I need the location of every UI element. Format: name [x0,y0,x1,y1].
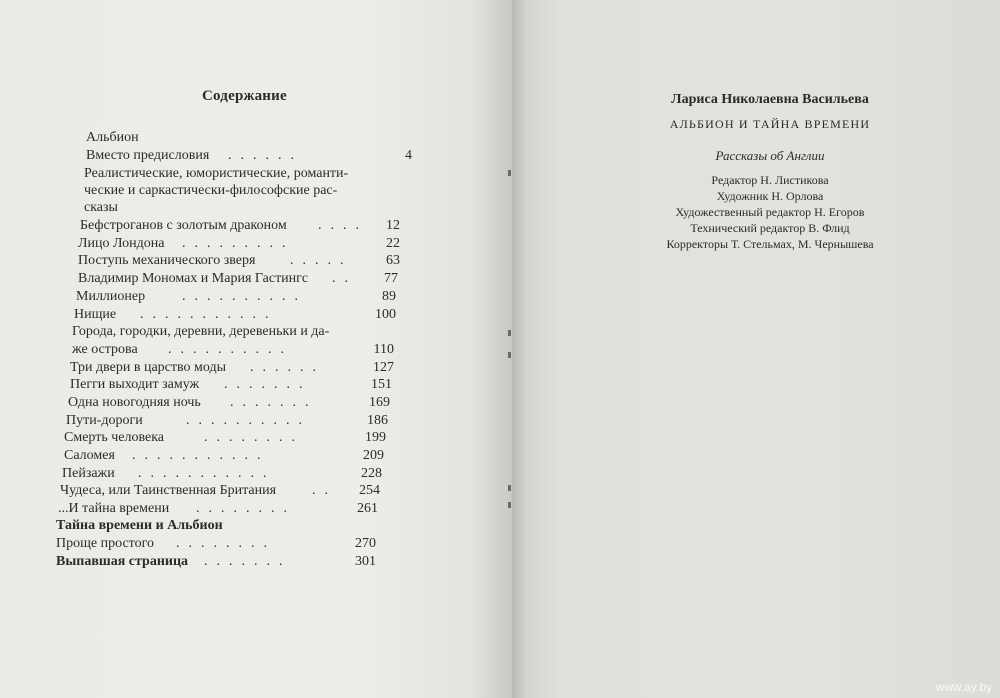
toc-page-number: 261 [357,501,378,516]
toc-leader-dots: .......... [182,289,307,304]
toc-entry-title: Смерть человека [64,430,165,445]
credit-art-editor: Художественный редактор Н. Егоров [675,205,865,219]
toc-page-number: 199 [365,430,386,445]
toc-entry-title: ческие и саркастически-философские рас- [84,183,338,198]
toc-entry-title: Нищие [74,307,117,322]
toc-entry-title: Миллионер [76,289,146,304]
site-watermark: www.ay.by [935,680,992,694]
toc-entry-title: Альбион [86,130,139,145]
toc-leader-dots: ...... [250,360,325,375]
toc-leader-dots: ....... [224,377,312,392]
toc-page-number: 169 [369,395,390,410]
book-title: АЛЬБИОН И ТАЙНА ВРЕМЕНИ [669,117,871,131]
toc-entry-title: Пейзажи [62,466,115,481]
book-subtitle: Рассказы об Англии [715,148,825,163]
toc-leader-dots: ....... [204,554,292,569]
toc-page-number: 89 [382,289,396,304]
toc-entry-title: ...И тайна времени [58,501,170,516]
toc-entry-title: Саломея [64,448,115,463]
toc-page-number: 77 [384,271,398,286]
toc-entry-title: Бефстроганов с золотым драконом [80,218,287,233]
toc-leader-dots: .. [312,483,337,498]
toc-leader-dots: .......... [186,413,311,428]
toc-page-number: 254 [359,483,380,498]
toc-entry-title: сказы [84,200,118,215]
toc-page-number: 22 [386,236,400,251]
toc-entry-title: Тайна времени и Альбион [56,518,223,533]
toc-page-number: 110 [373,342,394,357]
toc-entry-title: же острова [72,342,138,357]
credit-illustrator: Художник Н. Орлова [716,189,824,203]
toc-leader-dots: ......... [182,236,295,251]
toc-leader-dots: ........ [204,430,304,445]
credit-tech-editor: Технический редактор В. Флид [690,221,850,235]
toc-page-number: 301 [355,554,376,569]
author-name: Лариса Николаевна Васильева [671,92,869,107]
toc-page-number: 151 [371,377,392,392]
toc-leader-dots: .... [318,218,368,233]
toc-entry-title: Вместо предисловия [86,148,210,163]
toc-leader-dots: ....... [230,395,318,410]
toc-leader-dots: .......... [168,342,293,357]
toc-entry-title: Города, городки, деревни, деревеньки и да- [72,324,330,339]
toc-page-number: 270 [355,536,376,551]
toc-entry-title: Реалистические, юмористические, романти- [84,166,349,181]
toc-leader-dots: .. [332,271,357,286]
toc-leader-dots: ........ [196,501,296,516]
toc-leader-dots: ..... [290,253,353,268]
toc-entry-title: Чудеса, или Таинственная Британия [60,483,277,498]
toc-leader-dots: ........... [138,466,276,481]
toc-title: Содержание [202,88,287,104]
toc-leader-dots: ...... [228,148,303,163]
toc-entry-title: Проще простого [56,536,154,551]
credit-proofreaders: Корректоры Т. Стельмах, М. Чернышева [666,237,874,251]
toc-page-number: 186 [367,413,388,428]
toc-entry-title: Пегги выходит замуж [70,377,200,392]
toc-entry-title: Три двери в царство моды [70,360,227,375]
toc-entry-title: Одна новогодняя ночь [68,395,201,410]
toc-entry-title: Выпавшая страница [56,554,189,569]
toc-page-number: 209 [363,448,384,463]
toc-entry-title: Лицо Лондона [78,236,165,251]
toc-page-number: 63 [386,253,400,268]
credit-editor: Редактор Н. Листикова [711,173,829,187]
toc-leader-dots: ........... [140,307,278,322]
toc-page-number: 4 [405,148,412,163]
toc-entry-title: Владимир Мономах и Мария Гастингс [78,271,309,286]
toc-entry-title: Поступь механического зверя [78,253,256,268]
toc-leader-dots: ........ [176,536,276,551]
toc-leader-dots: ........... [132,448,270,463]
toc-page-number: 228 [361,466,382,481]
toc-page-number: 100 [375,307,396,322]
toc-entry-title: Пути-дороги [66,413,143,428]
toc-page-number: 12 [386,218,400,233]
toc-page-number: 127 [373,360,394,375]
